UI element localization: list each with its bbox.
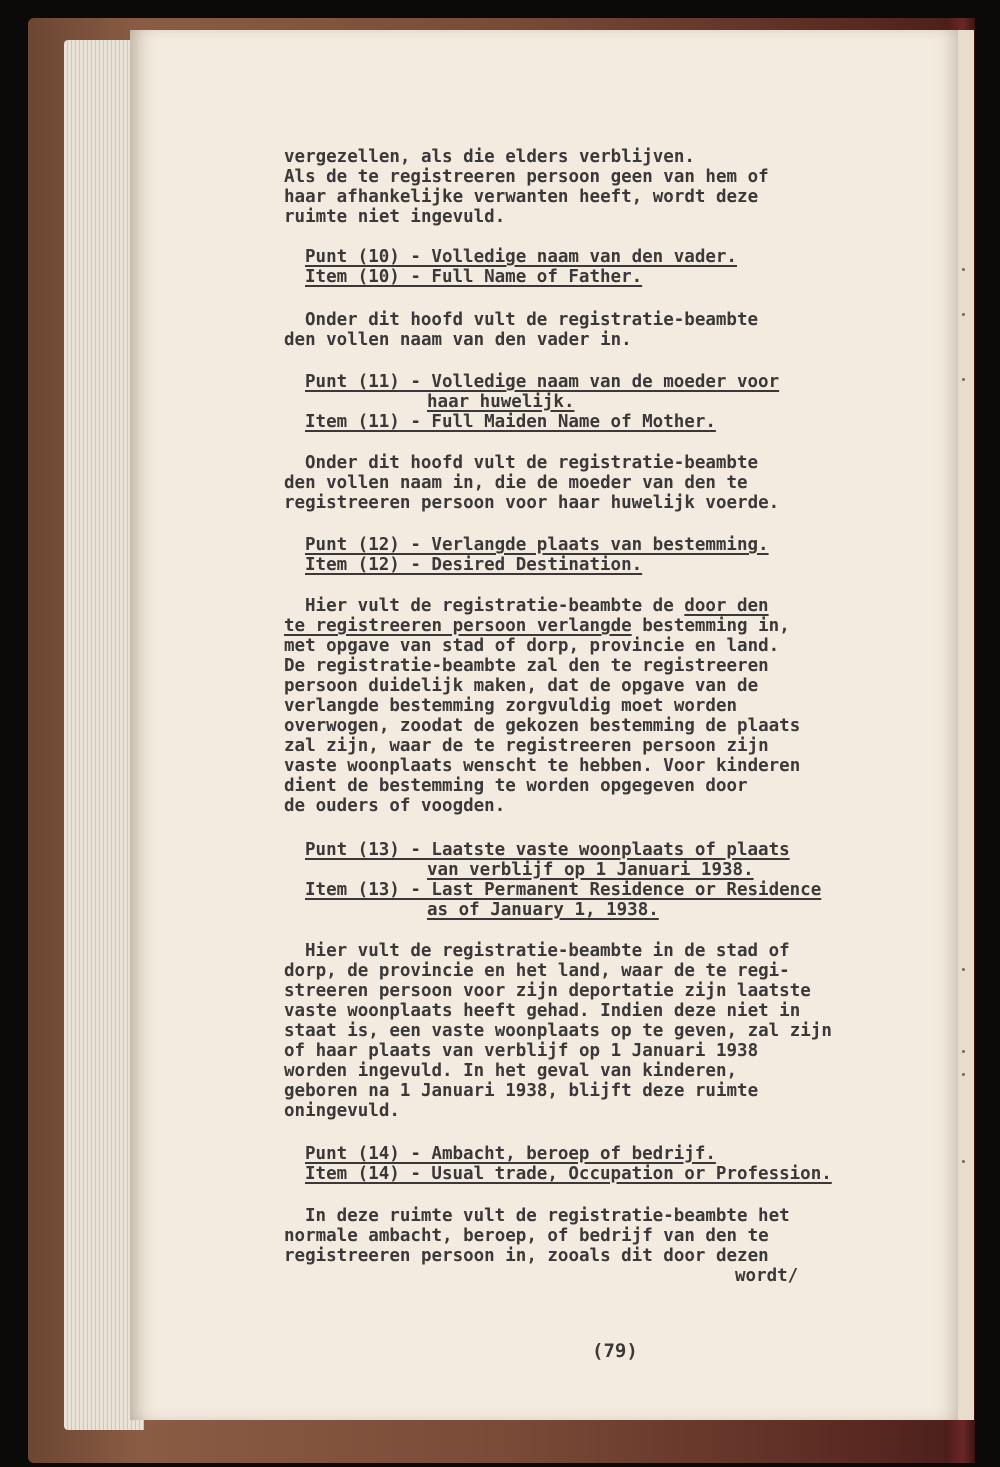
item12-body-line: met opgave van stad of dorp, provincie en land.	[284, 636, 780, 656]
item12-body-text: Hier vult de registratie-beambte de	[305, 596, 685, 616]
item13-punt-heading-cont: van verblijf op 1 Januari 1938.	[427, 860, 754, 880]
item10-item-heading: Item (10) - Full Name of Father.	[305, 267, 643, 287]
intro-line: vergezellen, als die elders verblijven.	[284, 147, 695, 167]
item12-body-line: dient de bestemming te worden opgegeven door	[284, 776, 748, 796]
item13-body-line: oningevuld.	[284, 1101, 400, 1121]
item13-item-heading-cont: as of January 1, 1938.	[427, 900, 659, 920]
item12-body-text: bestemming in,	[631, 616, 790, 636]
item13-punt-heading: Punt (13) - Laatste vaste woonplaats of plaats	[305, 840, 790, 860]
item10-body-line: den vollen naam van den vader in.	[284, 330, 632, 350]
binding-hole	[962, 313, 965, 316]
binding-hole	[962, 1050, 965, 1053]
item13-body-line: streeren persoon voor zijn deportatie zijn laatste	[284, 981, 811, 1001]
item12-body-line: zal zijn, waar de te registreeren persoon zijn	[284, 736, 769, 756]
item12-body-line: overwogen, zoodat de gekozen bestemming de plaats	[284, 716, 801, 736]
intro-line: Als de te registreeren persoon geen van hem of	[284, 167, 769, 187]
binding-hole	[962, 378, 965, 381]
item14-body-line: In deze ruimte vult de registratie-beambte het	[305, 1206, 790, 1226]
item14-punt-heading: Punt (14) - Ambacht, beroep of bedrijf.	[305, 1144, 716, 1164]
binding-hole	[962, 268, 965, 271]
item10-punt-heading: Punt (10) - Volledige naam van den vader.	[305, 247, 737, 267]
item11-item-heading: Item (11) - Full Maiden Name of Mother.	[305, 412, 716, 432]
item14-body-line: registreeren persoon in, zooals dit door dezen	[284, 1246, 769, 1266]
binding-hole	[962, 1160, 965, 1163]
item13-body-line: Hier vult de registratie-beambte in de stad of	[305, 941, 790, 961]
item11-body-line: Onder dit hoofd vult de registratie-beambte	[305, 453, 759, 473]
item11-punt-heading-cont: haar huwelijk.	[427, 392, 575, 412]
item14-body-line: normale ambacht, beroep, of bedrijf van den te	[284, 1226, 769, 1246]
item12-body-line: persoon duidelijk maken, dat de opgave van de	[284, 676, 759, 696]
item11-body-line: den vollen naam in, die de moeder van den te	[284, 473, 748, 493]
item11-body-line: registreeren persoon voor haar huwelijk voerde.	[284, 493, 780, 513]
page-number: (79)	[592, 1340, 638, 1362]
intro-line: ruimte niet ingevuld.	[284, 207, 506, 227]
item13-body-line: vaste woonplaats heeft gehad. Indien deze niet in	[284, 1001, 801, 1021]
item13-body-line: of haar plaats van verblijf op 1 Januari 1938	[284, 1041, 759, 1061]
item12-underlined-text: door den	[684, 596, 769, 616]
book-page	[130, 30, 958, 1420]
item14-item-heading: Item (14) - Usual trade, Occupation or Profession.	[305, 1164, 832, 1184]
item14-continuation: wordt/	[735, 1266, 799, 1286]
binding-hole	[962, 1073, 965, 1076]
item12-body-line	[305, 596, 769, 616]
item13-body-line: geboren na 1 Januari 1938, blijft deze ruimte	[284, 1081, 759, 1101]
item12-underlined-text: te registreeren persoon verlangde	[284, 616, 632, 636]
item13-body-line: dorp, de provincie en het land, waar de te regi-	[284, 961, 790, 981]
item12-punt-heading: Punt (12) - Verlangde plaats van bestemming.	[305, 535, 769, 555]
item12-body-line	[284, 616, 790, 636]
item13-item-heading: Item (13) - Last Permanent Residence or Residence	[305, 880, 822, 900]
item13-body-line: staat is, een vaste woonplaats op te geven, zal zijn	[284, 1021, 832, 1041]
intro-line: haar afhankelijke verwanten heeft, wordt deze	[284, 187, 759, 207]
item10-body-line: Onder dit hoofd vult de registratie-beambte	[305, 310, 759, 330]
item11-punt-heading: Punt (11) - Volledige naam van de moeder voor	[305, 372, 780, 392]
item12-item-heading: Item (12) - Desired Destination.	[305, 555, 643, 575]
item12-body-line: verlangde bestemming zorgvuldig moet worden	[284, 696, 738, 716]
item12-body-line: de ouders of voogden.	[284, 796, 506, 816]
item13-body-line: worden ingevuld. In het geval van kinderen,	[284, 1061, 738, 1081]
item12-body-line: De registratie-beambte zal den te registreeren	[284, 656, 769, 676]
item12-body-line: vaste woonplaats wenscht te hebben. Voor kinderen	[284, 756, 801, 776]
binding-hole	[962, 968, 965, 971]
